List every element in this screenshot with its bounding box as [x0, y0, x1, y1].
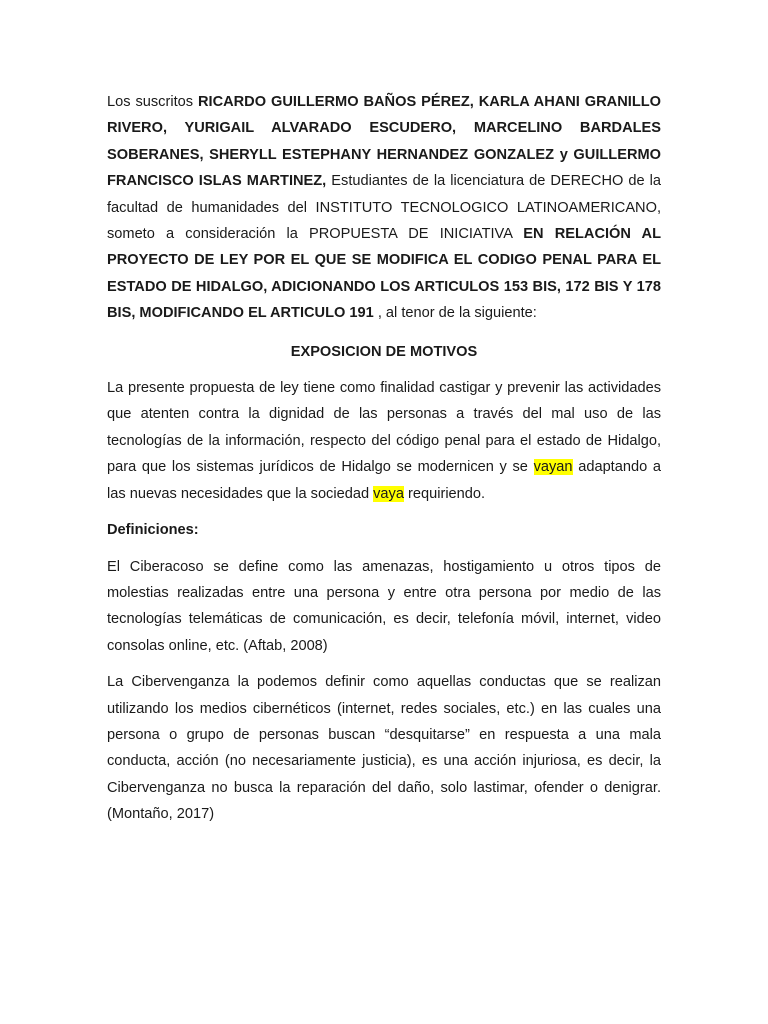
- purpose-paragraph: [107, 375, 661, 507]
- intro-text-2: Estudiantes de la licenciatura de DERECHO de la facultad de humanidades del INSTITUTO TECNOLOGICO LATINOAMERICANO, someto a consideración la PROPUESTA DE INICIATIVA: [107, 173, 661, 243]
- purpose-text-3: requiriendo.: [403, 485, 486, 502]
- highlighted-word-vaya: vaya: [373, 485, 404, 502]
- document-page: [107, 89, 661, 828]
- intro-names: RICARDO GUILLERMO BAÑOS PÉREZ, KARLA AHANI GRANILLO RIVERO, YURIGAIL ALVARADO ESCUDERO, MARCELINO BARDALES SOBERANES, SHERYLL ESTEPHANY HERNANDEZ GONZALEZ y GUILLERMO FRANCISCO ISLAS MARTINEZ,: [107, 94, 661, 190]
- intro-proposal-title: EN RELACIÓN AL PROYECTO DE LEY POR EL QUE SE MODIFICA EL CODIGO PENAL PARA EL ESTADO DE HIDALGO, ADICIONANDO LOS ARTICULOS 153 BIS, 172 BIS Y 178 BIS, MODIFICANDO EL ARTICULO 191: [107, 226, 661, 322]
- highlighted-word-vayan: vayan: [533, 459, 573, 476]
- section-heading: EXPOSICION DE MOTIVOS: [290, 343, 478, 360]
- ciberacoso-definition: El Ciberacoso se define como las amenazas, hostigamiento u otros tipos de molestias realizadas entre una persona y entre otra persona por medio de las tecnologías telemáticas de comunicación, es decir, telefonía móvil, internet, video consolas online, etc. (Aftab, 2008): [107, 558, 661, 654]
- purpose-text-2: adaptando a las nuevas necesidades que la sociedad: [107, 459, 661, 502]
- intro-text-1: Los suscritos: [107, 94, 198, 110]
- cibervenganza-definition: La Cibervenganza la podemos definir como aquellas conductas que se realizan utilizando los medios cibernéticos (internet, redes sociales, etc.) en las cuales una persona o grupo de personas buscan “desquitarse” en respuesta a una mala conducta, acción (no necesariamente justicia), es una acción injuriosa, es decir, la Cibervenganza no busca la reparación del daño, solo lastimar, ofender o denigrar. (Montaño, 2017): [107, 674, 661, 823]
- definitions-heading: Definiciones:: [107, 522, 199, 539]
- intro-text-3: , al tenor de la siguiente:: [373, 305, 537, 322]
- intro-paragraph: [107, 89, 661, 327]
- purpose-text-1: La presente propuesta de ley tiene como finalidad castigar y prevenir las actividades que atenten contra la dignidad de las personas a través del mal uso de las tecnologías de la información, respecto del código penal para el estado de Hidalgo, para que los sistemas jurídicos de Hidalgo se modernicen y se: [107, 380, 661, 476]
